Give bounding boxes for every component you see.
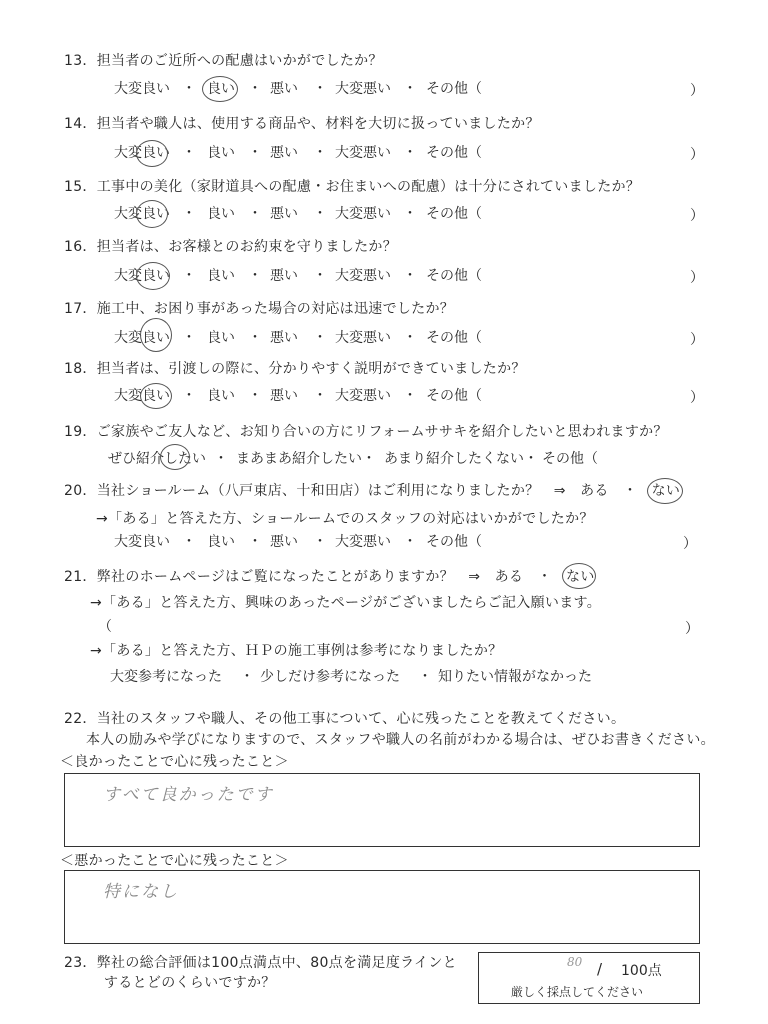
dot: ・: [313, 388, 327, 404]
q16-option-very-bad[interactable]: 大変悪い: [335, 268, 391, 284]
q19-option-somewhat[interactable]: まあまあ紹介したい: [236, 451, 362, 467]
bad-comments-box[interactable]: [64, 870, 700, 944]
dot: ・: [248, 145, 262, 161]
q22-question: 22．当社のスタッフや職人、その他工事について、心に残ったことを教えてください。: [64, 711, 626, 727]
q15-option-good[interactable]: 良い: [207, 206, 235, 222]
score-slash: /: [597, 960, 603, 978]
q18-option-bad[interactable]: 悪い: [270, 388, 298, 404]
q21-option-not-found[interactable]: 知りたい情報がなかった: [438, 669, 592, 685]
q17-option-bad[interactable]: 悪い: [270, 330, 298, 346]
q17-question: 17．施工中、お困り事があった場合の対応は迅速でしたか？: [64, 301, 455, 317]
dot: ・: [182, 268, 196, 284]
selection-circle-icon: [136, 262, 170, 290]
bad-comments-label: ＜悪かったことで心に残ったこと＞: [60, 853, 289, 869]
q18-option-very-good[interactable]: 大変良い: [114, 388, 170, 404]
q14-option-good[interactable]: 良い: [207, 145, 235, 161]
dot: ・: [182, 330, 196, 346]
q20-option-very-good[interactable]: 大変良い: [114, 534, 170, 550]
dot: ・: [313, 268, 327, 284]
close-paren: ）: [690, 332, 704, 348]
dot: ・: [182, 388, 196, 404]
dot: ・: [313, 534, 327, 550]
dot: ・: [362, 451, 376, 467]
dot: ・: [403, 268, 417, 284]
q14-option-very-good[interactable]: 大変良い: [114, 145, 170, 161]
q18-option-other[interactable]: その他（: [426, 388, 482, 404]
good-comments-label: ＜良かったことで心に残ったこと＞: [60, 754, 289, 770]
close-paren: ）: [683, 536, 697, 552]
close-paren: ）: [690, 147, 704, 163]
q14-option-very-bad[interactable]: 大変悪い: [335, 145, 391, 161]
q21-question: 21．弊社のホームページはご覧になったことがありますか？ ⇒ ある ・ ない: [64, 569, 595, 585]
q13-option-very-bad[interactable]: 大変悪い: [335, 81, 391, 97]
q13-question: 13．担当者のご近所への配慮はいかがでしたか？: [64, 53, 383, 69]
dot: ・: [182, 81, 196, 97]
dot: ・: [418, 669, 432, 685]
dot: ・: [248, 206, 262, 222]
q20-option-good[interactable]: 良い: [207, 534, 235, 550]
selection-circle-icon: [140, 318, 172, 352]
q13-option-good[interactable]: 良い: [207, 81, 235, 97]
selection-circle-icon: [136, 140, 168, 167]
selection-circle-icon: [160, 444, 190, 470]
bad-comments-answer: 特になし: [103, 882, 179, 902]
dot: ・: [313, 81, 327, 97]
q23-question: 23．弊社の総合評価は100点満点中、80点を満足度ラインと: [64, 955, 457, 971]
good-comments-box[interactable]: [64, 773, 700, 847]
q20-option-bad[interactable]: 悪い: [270, 534, 298, 550]
dot: ・: [182, 145, 196, 161]
q21-pages-input[interactable]: [112, 616, 682, 636]
q15-option-other[interactable]: その他（: [426, 206, 482, 222]
dot: ・: [403, 81, 417, 97]
score-note: 厳しく採点してください: [511, 985, 644, 999]
q18-option-good[interactable]: 良い: [207, 388, 235, 404]
q20-followup: →「ある」と答えた方、ショールームでのスタッフの対応はいかがでしたか？: [96, 511, 594, 527]
q13-option-bad[interactable]: 悪い: [270, 81, 298, 97]
q13-option-other[interactable]: その他（: [426, 81, 482, 97]
open-paren: （: [98, 619, 112, 635]
q15-option-very-bad[interactable]: 大変悪い: [335, 206, 391, 222]
dot: ・: [248, 268, 262, 284]
dot: ・: [403, 534, 417, 550]
close-paren: ）: [690, 390, 704, 406]
selection-circle-icon: [562, 563, 596, 589]
dot: ・: [313, 330, 327, 346]
q19-question: 19．ご家族やご友人など、お知り合いの方にリフォームササキを紹介したいと思われますか？: [64, 424, 668, 440]
q15-question: 15．工事中の美化（家財道具への配慮・お住まいへの配慮）は十分にされていましたか？: [64, 179, 641, 195]
dot: ・: [182, 206, 196, 222]
q16-option-other[interactable]: その他（: [426, 268, 482, 284]
q20-question: 20．当社ショールーム（八戸東店、十和田店）はご利用になりましたか？ ⇒ ある ・ ない: [64, 483, 681, 499]
selection-circle-icon: [647, 478, 683, 504]
q19-option-definitely[interactable]: ぜひ紹介したい: [108, 451, 206, 467]
q14-question: 14．担当者や職人は、使用する商品や、材料を大切に扱っていましたか？: [64, 116, 540, 132]
dot: ・: [182, 534, 196, 550]
dot: ・: [214, 451, 228, 467]
dot: ・: [403, 145, 417, 161]
q18-question: 18．担当者は、引渡しの際に、分かりやすく説明ができていましたか？: [64, 361, 526, 377]
score-max: 100点: [621, 963, 662, 979]
good-comments-answer: すべて良かったです: [103, 785, 274, 805]
q23-question-cont: するとどのくらいですか？: [104, 975, 276, 991]
close-paren: ）: [685, 621, 699, 637]
q20-option-very-bad[interactable]: 大変悪い: [335, 534, 391, 550]
q16-option-very-good[interactable]: 大変良い: [114, 268, 170, 284]
q22-instruction: 本人の励みや学びになりますので、スタッフや職人の名前がわかる場合は、ぜひお書きください。: [86, 732, 715, 748]
dot: ・: [313, 145, 327, 161]
q14-option-other[interactable]: その他（: [426, 145, 482, 161]
q17-option-other[interactable]: その他（: [426, 330, 482, 346]
selection-circle-icon: [136, 200, 168, 228]
close-paren: ）: [690, 270, 704, 286]
q21-followup-pages: →「ある」と答えた方、興味のあったページがございましたらご記入願います。: [90, 595, 601, 611]
q19-option-other[interactable]: その他（: [542, 451, 598, 467]
close-paren: ）: [690, 83, 704, 99]
dot: ・: [248, 330, 262, 346]
dot: ・: [524, 451, 538, 467]
dot: ・: [248, 534, 262, 550]
q21-option-very-helpful[interactable]: 大変参考になった: [110, 669, 222, 685]
dot: ・: [240, 669, 254, 685]
q18-option-very-bad[interactable]: 大変悪い: [335, 388, 391, 404]
q16-option-good[interactable]: 良い: [207, 268, 235, 284]
q17-option-good[interactable]: 良い: [207, 330, 235, 346]
selection-circle-icon: [202, 76, 238, 102]
q16-option-bad[interactable]: 悪い: [270, 268, 298, 284]
selection-circle-icon: [140, 383, 172, 409]
dot: ・: [403, 330, 417, 346]
dot: ・: [313, 206, 327, 222]
dot: ・: [248, 388, 262, 404]
q13-option-very-good[interactable]: 大変良い: [114, 81, 170, 97]
q21-followup-examples: →「ある」と答えた方、ＨＰの施工事例は参考になりましたか？: [90, 643, 503, 659]
q20-option-other[interactable]: その他（: [426, 534, 482, 550]
q16-question: 16．担当者は、お客様とのお約束を守りましたか？: [64, 239, 398, 255]
q17-option-very-good[interactable]: 大変良い: [114, 330, 170, 346]
q21-option-a-little[interactable]: 少しだけ参考になった: [260, 669, 400, 685]
score-box[interactable]: [478, 952, 700, 1004]
score-value: 80: [567, 955, 583, 969]
dot: ・: [248, 81, 262, 97]
close-paren: ）: [690, 208, 704, 224]
q19-option-not-really[interactable]: あまり紹介したくない: [384, 451, 524, 467]
q15-option-bad[interactable]: 悪い: [270, 206, 298, 222]
q15-option-very-good[interactable]: 大変良い: [114, 206, 170, 222]
q17-option-very-bad[interactable]: 大変悪い: [335, 330, 391, 346]
q14-option-bad[interactable]: 悪い: [270, 145, 298, 161]
dot: ・: [403, 388, 417, 404]
dot: ・: [403, 206, 417, 222]
